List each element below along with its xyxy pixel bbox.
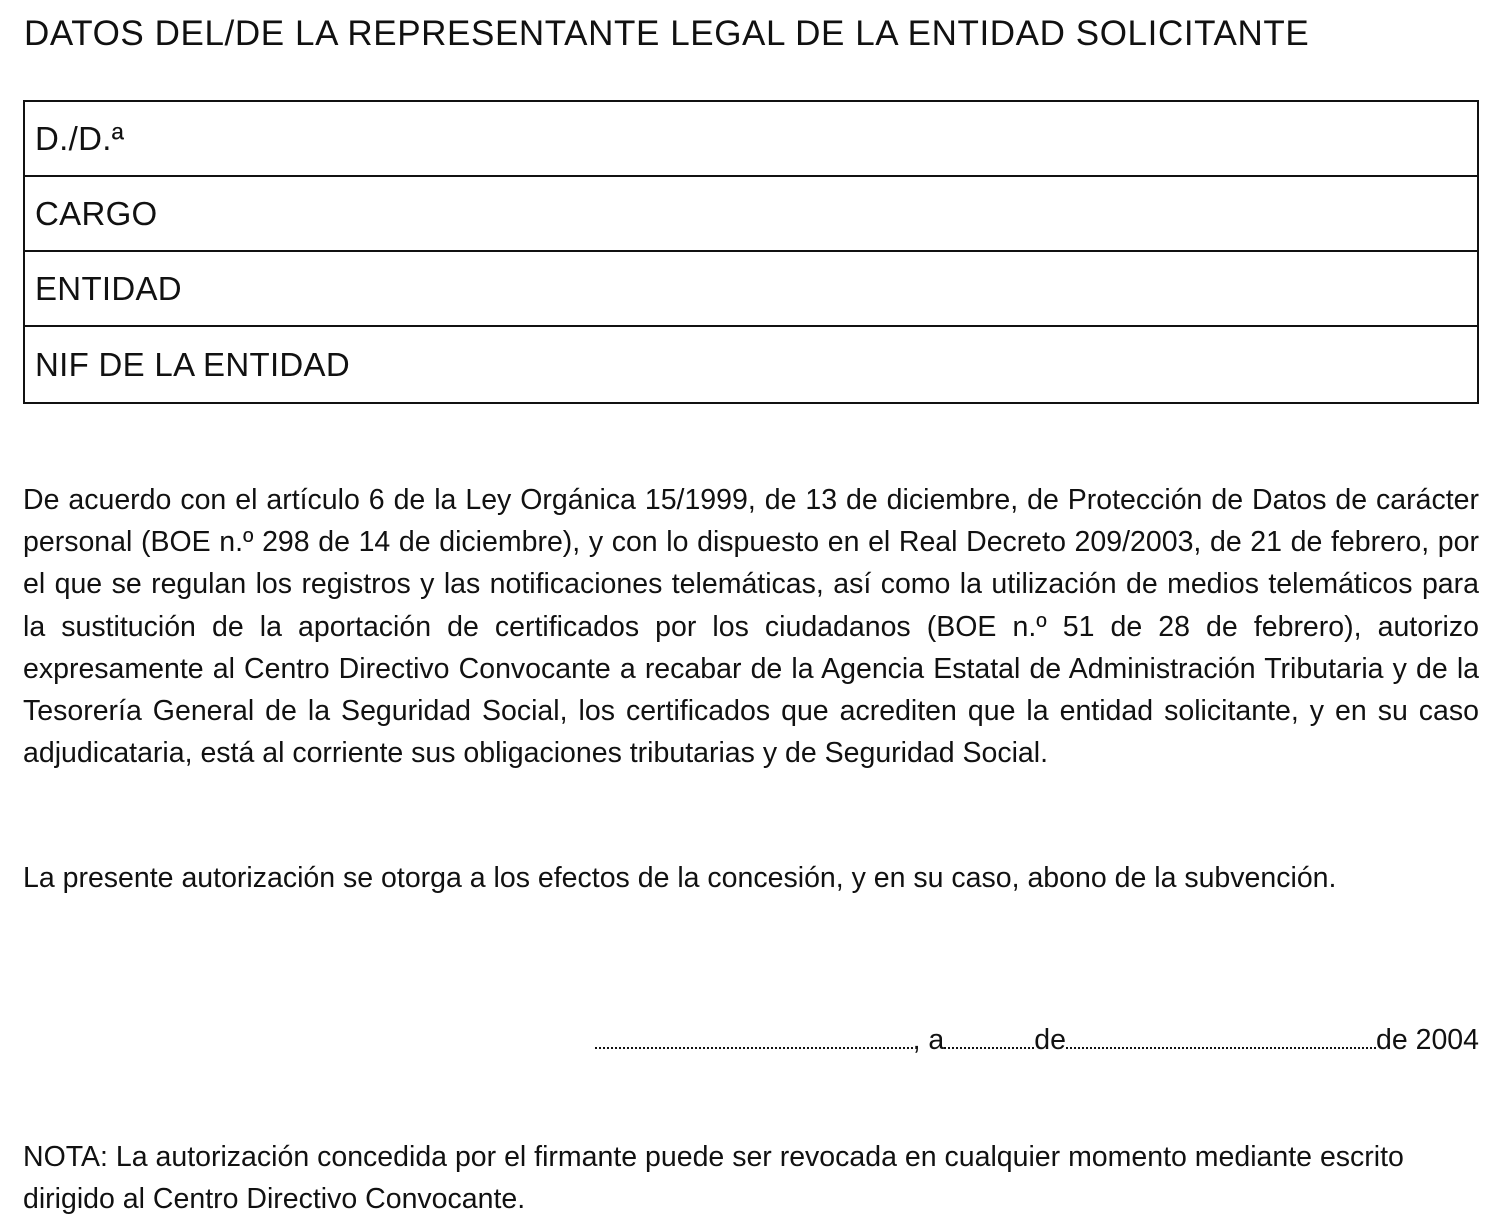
- field-row-name[interactable]: [25, 102, 1477, 177]
- field-label-entity: ENTIDAD: [35, 269, 182, 307]
- purpose-paragraph: La presente autorización se otorga a los efectos de la concesión, y en su caso, abono de la subvención.: [23, 862, 1337, 894]
- field-row-position[interactable]: [25, 177, 1477, 252]
- field-label-entity-nif: NIF DE LA ENTIDAD: [35, 345, 350, 383]
- date-separator-a: , a: [912, 1024, 945, 1056]
- note-text: NOTA: La autorización concedida por el firmante puede ser revocada en cualquier momento mediante escrito dirigido al Centro Directivo Convocante.: [23, 1141, 1404, 1215]
- authorization-paragraph: De acuerdo con el artículo 6 de la Ley Orgánica 15/1999, de 13 de diciembre, de Protección de Datos de carácter personal (BOE n.º 298 de 14 de diciembre), y con lo dispuesto en el Real Decreto 209/2003, de 21 de febrero, por el que se regulan los registros y las notificaciones telemáticas, así como la utilización de medios telemáticos para la sustitución de la aportación de certificados por los ciudadanos (BOE n.º 51 de 28 de febrero), autorizo expresamente al Centro Directivo Convocante a recabar de la Agencia Estatal de Administración Tributaria y de la Tesorería General de la Seguridad Social, los certificados que acrediten que la entidad solicitante, y en su caso adjudicataria, está al corriente sus obligaciones tributarias y de Seguridad Social.: [23, 484, 1479, 770]
- place-blank[interactable]: [595, 1025, 913, 1049]
- day-blank[interactable]: [944, 1025, 1034, 1049]
- month-blank[interactable]: [1066, 1025, 1376, 1049]
- document-title: DATOS DEL/DE LA REPRESENTANTE LEGAL DE LA ENTIDAD SOLICITANTE: [24, 14, 1310, 53]
- field-row-entity-nif[interactable]: [25, 327, 1477, 402]
- field-label-name: D./D.ª: [35, 119, 125, 157]
- date-year: de 2004: [1375, 1024, 1479, 1056]
- field-row-entity[interactable]: [25, 252, 1477, 327]
- representative-data-table: [23, 100, 1479, 404]
- field-label-position: CARGO: [35, 194, 158, 232]
- place-date-line: [595, 1024, 1479, 1057]
- date-separator-de: de: [1034, 1024, 1066, 1056]
